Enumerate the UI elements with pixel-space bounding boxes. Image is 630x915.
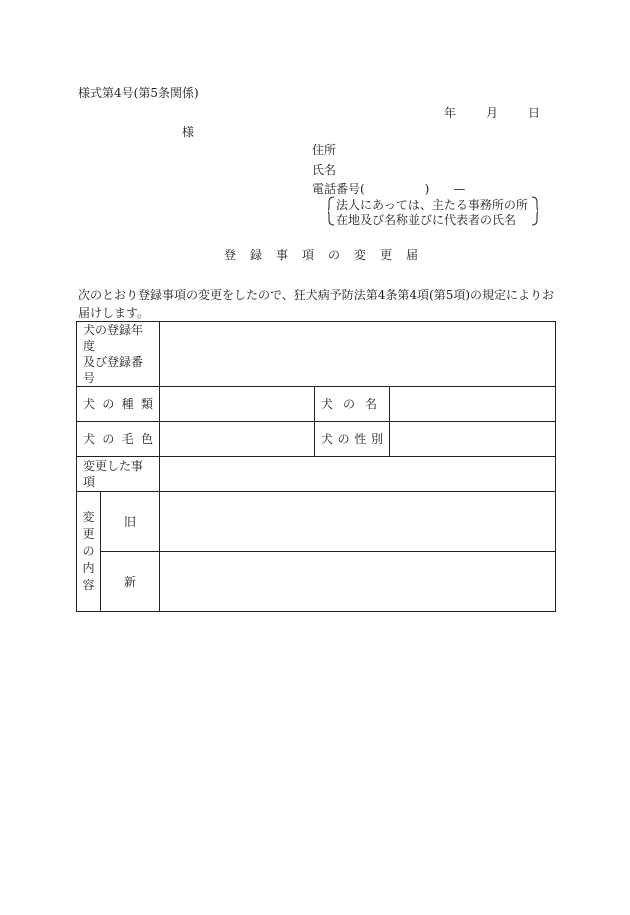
form-number: 様式第4号(第5条関係) — [78, 86, 199, 100]
change-content-char: の — [82, 544, 95, 558]
change-content-char: 更 — [82, 527, 95, 541]
breed-label-char: 類 — [140, 397, 153, 411]
dog-name-field[interactable] — [390, 387, 556, 422]
phone-label: 電話番号( ) — — [312, 182, 466, 196]
breed-label-char: の — [102, 397, 115, 411]
breed-field[interactable] — [160, 387, 315, 422]
coat-color-label-char: 犬 — [83, 432, 96, 446]
year-label: 年 — [444, 106, 457, 120]
table-row — [77, 492, 556, 552]
address-label: 住所 — [312, 143, 337, 157]
table-row — [77, 457, 556, 492]
changed-item-label: 変更した事項 — [77, 457, 160, 492]
registration-change-table — [76, 321, 556, 612]
sex-label-char: 犬 — [321, 432, 334, 446]
day-label: 日 — [528, 106, 541, 120]
breed-label-char: 犬 — [83, 397, 96, 411]
change-content-char: 変 — [82, 510, 95, 524]
coat-color-label-char: 色 — [140, 432, 153, 446]
document-title: 登 録 事 項 の 変 更 届 — [224, 248, 420, 262]
intro-text: 次のとおり登録事項の変更をしたので、狂犬病予防法第4条第4項(第5項)の規定によりお届けします。 — [78, 288, 555, 320]
old-field[interactable] — [160, 492, 556, 552]
date-line — [444, 104, 540, 121]
coat-color-field[interactable] — [160, 422, 315, 457]
table-row — [77, 322, 556, 387]
dog-name-label-char: の — [343, 397, 356, 411]
coat-color-label-char: の — [102, 432, 115, 446]
breed-label — [77, 387, 160, 422]
coat-color-label-char: 毛 — [121, 432, 134, 446]
registration-year-line1: 犬の登録年度 — [83, 323, 144, 353]
change-content-label — [77, 492, 101, 612]
sex-label-char: の — [337, 432, 350, 446]
sex-label-char: 別 — [370, 432, 383, 446]
corporate-note-line1: 法人にあっては、主たる事務所の所 — [336, 198, 528, 212]
dog-name-label-char: 名 — [364, 397, 377, 411]
dog-name-label — [315, 387, 390, 422]
changed-item-field[interactable] — [160, 457, 556, 492]
registration-year-line2: 及び登録番号 — [83, 355, 144, 385]
coat-color-label — [77, 422, 160, 457]
corporate-note-line2: 在地及び名称並びに代表者の氏名 — [336, 213, 517, 227]
registration-year-field[interactable] — [160, 322, 556, 387]
registration-year-label — [77, 322, 160, 387]
old-label: 旧 — [101, 492, 160, 552]
new-field[interactable] — [160, 552, 556, 612]
sex-label — [315, 422, 390, 457]
table-row — [77, 552, 556, 612]
corporate-note — [328, 196, 538, 226]
table-row — [77, 422, 556, 457]
sex-label-char: 性 — [354, 432, 367, 446]
dog-name-label-char: 犬 — [321, 397, 334, 411]
table-row — [77, 387, 556, 422]
sex-field[interactable] — [390, 422, 556, 457]
breed-label-char: 種 — [121, 397, 134, 411]
month-label: 月 — [486, 106, 499, 120]
name-label: 氏名 — [312, 163, 337, 177]
change-content-char: 内 — [82, 561, 95, 575]
recipient-suffix: 様 — [182, 125, 195, 139]
change-content-char: 容 — [82, 578, 95, 592]
new-label: 新 — [101, 552, 160, 612]
